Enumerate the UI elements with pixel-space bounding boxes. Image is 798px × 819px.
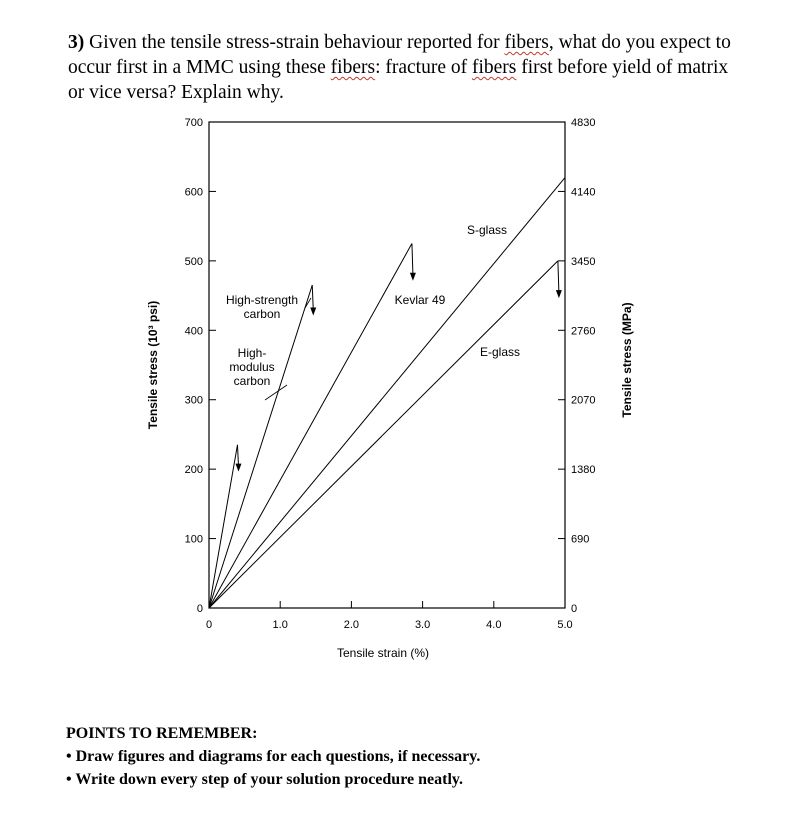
x-tick-label: 4.0 bbox=[486, 619, 502, 631]
notes-item: • Draw figures and diagrams for each questions, if necessary. bbox=[66, 748, 481, 765]
question-fragment: Given the tensile stress-strain behaviour reported for bbox=[84, 32, 505, 53]
x-tick-label: 5.0 bbox=[557, 619, 573, 631]
y-tick-label: 300 bbox=[184, 394, 203, 407]
series-label: Kevlar 49 bbox=[394, 293, 446, 307]
failure-arrowhead bbox=[235, 464, 241, 472]
y2-tick-label: 4830 bbox=[571, 117, 596, 129]
question-number: 3) bbox=[68, 32, 85, 53]
flagged-word: fibers bbox=[471, 57, 517, 78]
series-label: carbon bbox=[233, 374, 271, 388]
y2-tick-label: 4140 bbox=[571, 186, 596, 199]
y2-tick-label: 2760 bbox=[571, 325, 596, 338]
series-line bbox=[209, 285, 312, 608]
question-fragment: first before yield of matrix or vice versa? Explain why. bbox=[68, 57, 729, 103]
y-tick-label: 600 bbox=[184, 186, 203, 199]
y-tick-label: 200 bbox=[184, 464, 203, 477]
series-label: carbon bbox=[243, 307, 281, 321]
y-tick-label: 100 bbox=[184, 533, 203, 546]
x-tick-label: 2.0 bbox=[343, 619, 360, 631]
question-fragment: : fracture of bbox=[375, 57, 472, 78]
failure-arrowhead bbox=[410, 273, 416, 281]
failure-drop-line bbox=[312, 285, 313, 309]
y2-tick-label: 1380 bbox=[571, 464, 596, 477]
flagged-word: fibers bbox=[330, 57, 376, 78]
notes-heading: POINTS TO REMEMBER: bbox=[66, 725, 258, 742]
flagged-word: fibers bbox=[504, 32, 549, 53]
y-axis-label: Tensile stress (10³ psi) bbox=[146, 300, 160, 430]
y2-tick-label: 690 bbox=[571, 533, 590, 546]
failure-drop-line bbox=[237, 445, 238, 466]
y2-tick-label: 0 bbox=[571, 603, 578, 615]
series-label: modulus bbox=[229, 360, 275, 374]
failure-drop-line bbox=[412, 244, 413, 275]
failure-arrowhead bbox=[556, 290, 562, 298]
failure-arrowhead bbox=[310, 307, 316, 315]
y-tick-label: 0 bbox=[196, 603, 203, 615]
y-tick-label: 700 bbox=[184, 117, 203, 129]
y2-tick-label: 3450 bbox=[571, 255, 596, 268]
x-tick-label: 1.0 bbox=[272, 619, 288, 631]
notes-item: • Write down every step of your solution procedure neatly. bbox=[66, 771, 464, 788]
failure-drop-line bbox=[558, 261, 559, 292]
x-axis-label: Tensile strain (%) bbox=[336, 646, 430, 660]
y-tick-label: 400 bbox=[184, 325, 203, 338]
series-label: High-strength bbox=[225, 293, 299, 307]
notes-section bbox=[66, 722, 746, 791]
x-tick-label: 0 bbox=[205, 619, 213, 631]
y2-tick-label: 2070 bbox=[571, 394, 596, 407]
x-tick-label: 3.0 bbox=[414, 619, 431, 631]
series-line bbox=[209, 178, 565, 608]
question-fragment: , what do you expect to occur first in a MMC using these bbox=[68, 32, 731, 78]
y2-axis-label: Tensile stress (MPa) bbox=[620, 302, 634, 418]
y-tick-label: 500 bbox=[184, 255, 203, 268]
series-label: High- bbox=[237, 346, 267, 360]
series-label: S-glass bbox=[466, 223, 508, 237]
series-label: E-glass bbox=[479, 345, 521, 359]
